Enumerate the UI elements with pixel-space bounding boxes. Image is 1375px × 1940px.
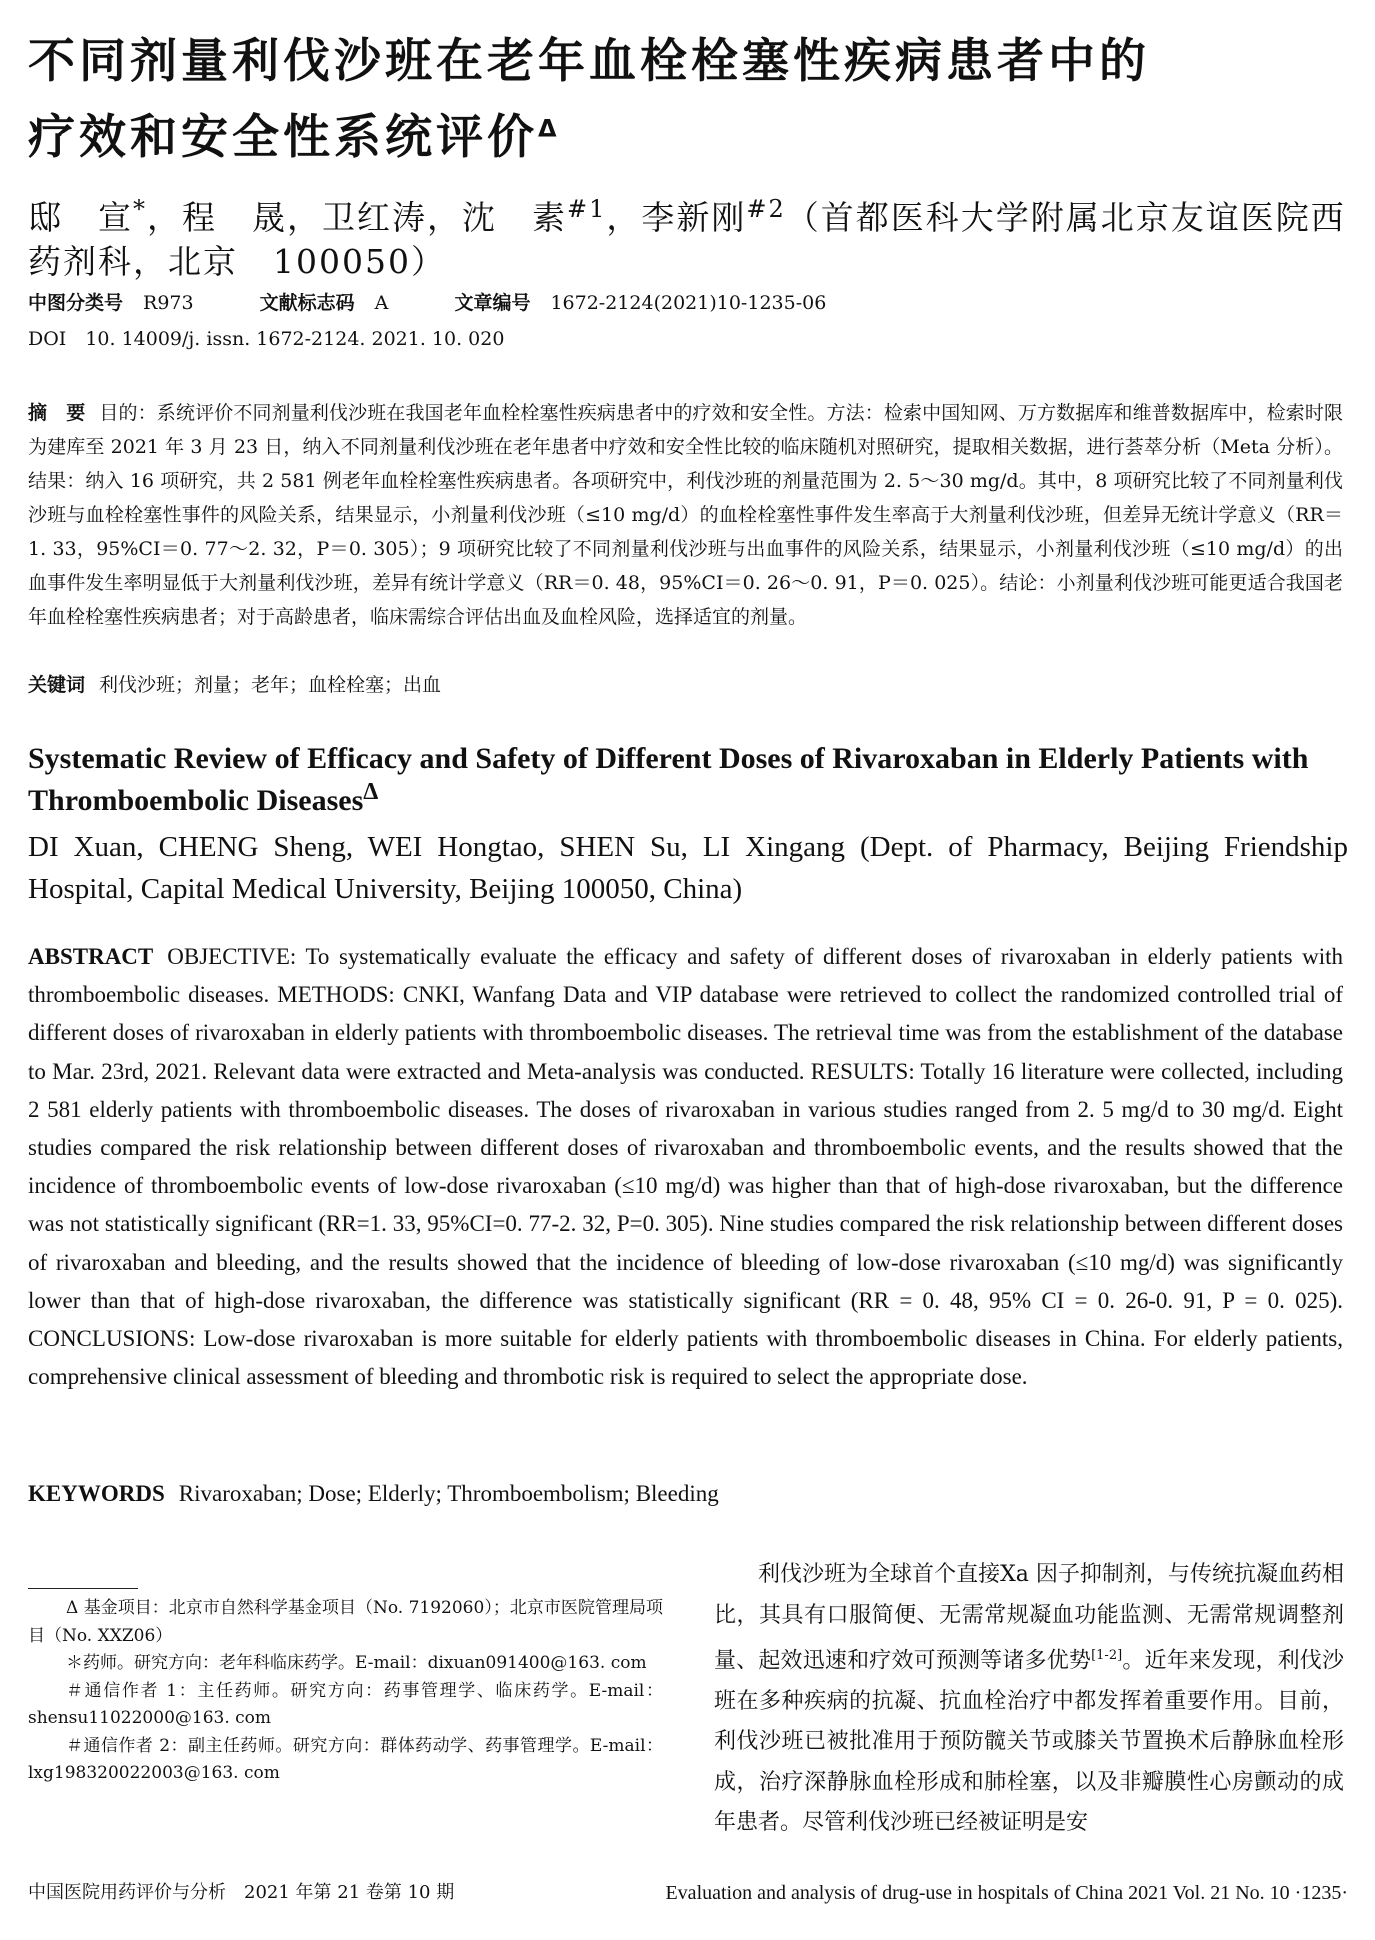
doc-code-value: A (374, 292, 389, 314)
footnote-funding: Δ 基金项目：北京市自然科学基金项目（No. 7192060）；北京市医院管理局项目（No. XXZ06） (28, 1598, 663, 1646)
keywords-cn-label: 关键词 (28, 674, 86, 696)
title-en (28, 738, 1348, 822)
doc-code-label: 文献标志码 (259, 292, 355, 314)
footnote-first-author: ＊药师。研究方向：老年科临床药学。E-mail：dixuan091400@163. com (66, 1653, 647, 1673)
abstract-cn (28, 396, 1343, 634)
abstract-en-text: OBJECTIVE: To systematically evaluate the efficacy and safety of different doses of rivaroxaban in elderly patients with thromboembolic diseases. METHODS: CNKI, Wanfang Data and VIP database were retrieved to collect the randomized controlled trial of different doses of rivaroxaban in elderly patients with thromboembolic diseases. The retrieval time was from the establishment of the database to Mar. 23rd, 2021. Relevant data were extracted and Meta-analysis was conducted. RESULTS: Totally 16 literature were collected, including 2 581 elderly patients with thromboembolic diseases. The doses of rivaroxaban in various studies ranged from 2. 5 mg/d to 30 mg/d. Eight studies compared the risk relationship between different doses of rivaroxaban and thromboembolic events, and the results showed that the incidence of thromboembolic events of low-dose rivaroxaban (≤10 mg/d) was higher than that of high-dose rivaroxaban, but the difference was not statistically significant (RR=1. 33, 95%CI=0. 77-2. 32, P=0. 305). Nine studies compared the risk relationship between different doses of rivaroxaban and bleeding, and the results showed that the incidence of bleeding of low-dose rivaroxaban (≤10 mg/d) was significantly lower than that of high-dose rivaroxaban, the difference was statistically significant (RR = 0. 48, 95% CI = 0. 26-0. 91, P = 0. 025). CONCLUSIONS: Low-dose rivaroxaban is more suitable for elderly patients with thromboembolic diseases in China. For elderly patients, comprehensive clinical assessment of bleeding and thrombotic risk is required to select the appropriate dose. (28, 944, 1343, 1390)
author-affiliation: （首都医科大学附属北京友谊医院西药剂科，北京 100050） (28, 198, 1346, 281)
body-paragraph-cont: 。近年来发现，利伐沙班在多种疾病的抗凝、抗血栓治疗中都发挥着重要作用。目前，利伐沙班已被批准用于预防髋关节或膝关节置换术后静脉血栓形成，治疗深静脉血栓形成和肺栓塞，以及非瓣膜性心房颤动的成年患者。尽管利伐沙班已经被证明是安 (714, 1648, 1344, 1836)
author-mark: #1 (567, 195, 607, 223)
footer-journal-en: Evaluation and analysis of drug-use in hospitals of China 2021 Vol. 21 No. 10 ·1235· (665, 1882, 1348, 1904)
abstract-en (28, 938, 1343, 1396)
title-en-text: Systematic Review of Efficacy and Safety of Different Doses of Rivaroxaban in Elderly Patients with Thromboembolic Diseases (28, 742, 1309, 817)
author-mark: * (133, 195, 147, 223)
footnote-divider (28, 1588, 138, 1589)
keywords-cn-text: 利伐沙班；剂量；老年；血栓栓塞；出血 (99, 674, 442, 696)
citation-ref: [1-2] (1091, 1648, 1123, 1663)
clc-value: R973 (143, 292, 194, 314)
body-paragraph: 利伐沙班为全球首个直接Ⅹa 因子抑制剂，与传统抗凝血药相比，其具有口服简便、无需常规凝血功能监测、无需常规调整剂量、起效迅速和疗效可预测等诸多优势 (714, 1562, 1344, 1674)
title-cn (28, 24, 1348, 176)
title-cn-line1: 不同剂量利伐沙班在老年血栓栓塞性疾病患者中的 (28, 34, 1150, 89)
authors-cn (28, 196, 1348, 284)
author-list: ，李新刚 (606, 198, 747, 237)
keywords-en-text: Rivaroxaban; Dose; Elderly; Thromboembolism; Bleeding (178, 1481, 719, 1506)
title-cn-line2: 疗效和安全性系统评价 (28, 110, 538, 165)
author-mark: #2 (746, 195, 786, 223)
article-metadata (28, 285, 1348, 357)
keywords-en (28, 1475, 1343, 1513)
body-text-column (714, 1555, 1344, 1844)
doi: DOI 10. 14009/j. issn. 1672-2124. 2021. 10. 020 (28, 328, 505, 350)
keywords-cn (28, 668, 1343, 702)
keywords-en-label: KEYWORDS (28, 1481, 165, 1506)
footnote-corresponding-1: ＃通信作者 1：主任药师。研究方向：药事管理学、临床药学。E-mail：shensu11022000@163. com (28, 1680, 663, 1728)
author-name: 邸 宣 (28, 198, 133, 237)
article-number-label: 文章编号 (454, 292, 531, 314)
authors-en: DI Xuan, CHENG Sheng, WEI Hongtao, SHEN Su, LI Xingang (Dept. of Pharmacy, Beijing Friendship Hospital, Capital Medical University, Beijing 100050, China) (28, 831, 1348, 905)
abstract-cn-text: 目的：系统评价不同剂量利伐沙班在我国老年血栓栓塞性疾病患者中的疗效和安全性。方法：检索中国知网、万方数据库和维普数据库中，检索时限为建库至 2021 年 3 月 23 日，纳入不同剂量利伐沙班在老年患者中疗效和安全性比较的临床随机对照研究，提取相关数据，进行荟萃分析（Meta 分析）。结果：纳入 16 项研究，共 2 581 例老年血栓栓塞性疾病患者。各项研究中，利伐沙班的剂量范围为 2. 5～30 mg/d。其中，8 项研究比较了不同剂量利伐沙班与血栓栓塞性事件的风险关系，结果显示，小剂量利伐沙班（≤10 mg/d）的血栓栓塞性事件发生率高于大剂量利伐沙班，但差异无统计学意义（RR＝1. 33，95%CI＝0. 77～2. 32，P＝0. 305）；9 项研究比较了不同剂量利伐沙班与出血事件的风险关系，结果显示，小剂量利伐沙班（≤10 mg/d）的出血事件发生率明显低于大剂量利伐沙班，差异有统计学意义（RR＝0. 48，95%CI＝0. 26～0. 91，P＝0. 025）。结论：小剂量利伐沙班可能更适合我国老年血栓栓塞性疾病患者；对于高龄患者，临床需综合评估出血及血栓风险，选择适宜的剂量。 (28, 402, 1343, 628)
clc-label: 中图分类号 (28, 292, 124, 314)
footnotes (28, 1595, 663, 1788)
title-cn-fund-mark: Δ (538, 114, 561, 143)
author-list: ，程 晟，卫红涛，沈 素 (147, 198, 567, 237)
footer-journal-cn: 中国医院用药评价与分析 2021 年第 21 卷第 10 期 (28, 1882, 455, 1903)
title-en-fund-mark: Δ (363, 779, 379, 805)
article-number-value: 1672-2124(2021)10-1235-06 (550, 292, 827, 314)
footnote-corresponding-2: ＃通信作者 2：副主任药师。研究方向：群体药动学、药事管理学。E-mail：lxg198320022003@163. com (28, 1735, 663, 1783)
abstract-cn-label: 摘 要 (28, 402, 86, 424)
abstract-en-label: ABSTRACT (28, 944, 154, 969)
